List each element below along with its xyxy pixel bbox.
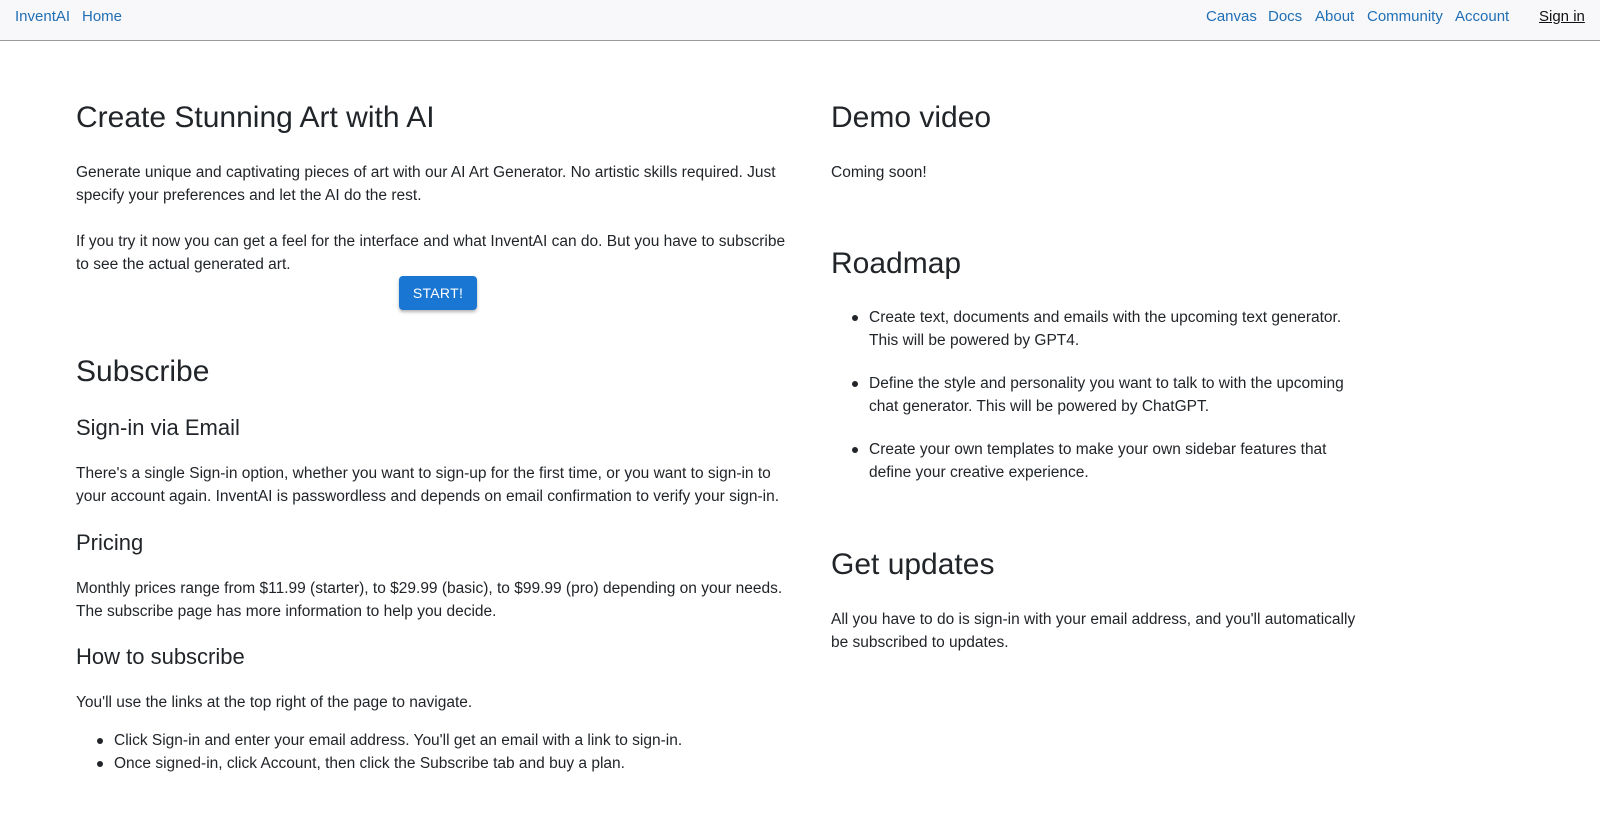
roadmap-item-3-line-2: define your creative experience.	[869, 464, 1089, 481]
get-updates-paragraph	[831, 608, 1355, 654]
hero-p1-line-2: specify your preferences and let the AI do the rest.	[76, 187, 422, 204]
pricing-paragraph	[76, 577, 782, 623]
roadmap-list	[831, 306, 1341, 352]
get-updates-title: Get updates	[831, 548, 995, 581]
roadmap-item-2-line-2: chat generator. This will be powered by ChatGPT.	[869, 398, 1210, 415]
hero-title: Create Stunning Art with AI	[76, 101, 435, 134]
list-item	[831, 438, 1327, 484]
nav-canvas-link[interactable]: Canvas	[1206, 8, 1257, 25]
roadmap-list-2	[831, 372, 1344, 418]
subscribe-title: Subscribe	[76, 355, 210, 388]
roadmap-item-3-line-1: Create your own templates to make your own sidebar features that	[869, 441, 1327, 458]
signin-p-line-2: your account again. InventAI is passwordless and depends on email confirmation to verify your sign-in.	[76, 488, 780, 505]
signin-p-line-1: There's a single Sign-in option, whether you want to sign-up for the first time, or you want to sign-in to	[76, 465, 771, 482]
roadmap-item-1-line-2: This will be powered by GPT4.	[869, 332, 1080, 349]
hero-p2-line-1: If you try it now you can get a feel for the interface and what InventAI can do. But you have to subscribe	[76, 233, 786, 250]
list-item	[831, 306, 1341, 352]
roadmap-title: Roadmap	[831, 247, 962, 280]
pricing-p-line-1: Monthly prices range from $11.99 (starter), to $29.99 (basic), to $99.99 (pro) depending on your needs.	[76, 580, 783, 597]
nav-account-link[interactable]: Account	[1455, 8, 1510, 25]
nav-community-link[interactable]: Community	[1367, 8, 1443, 25]
updates-p-line-1: All you have to do is sign-in with your email address, and you'll automatically	[831, 611, 1356, 628]
top-navbar	[0, 0, 1600, 41]
nav-about-link[interactable]: About	[1315, 8, 1355, 25]
updates-p-line-2: be subscribed to updates.	[831, 634, 1009, 651]
pricing-p-line-2: The subscribe page has more information to help you decide.	[76, 603, 497, 620]
demo-video-title: Demo video	[831, 101, 992, 134]
hero-p1-line-1: Generate unique and captivating pieces of art with our AI Art Generator. No artistic skills required. Just	[76, 164, 776, 181]
list-item: Once signed-in, click Account, then click the Subscribe tab and buy a plan.	[76, 752, 682, 775]
list-item	[831, 372, 1344, 418]
hero-p2-line-2: to see the actual generated art.	[76, 256, 291, 273]
pricing-heading: Pricing	[76, 530, 144, 555]
list-item: Click Sign-in and enter your email address. You'll get an email with a link to sign-in.	[76, 729, 682, 752]
signin-paragraph	[76, 462, 779, 508]
demo-video-text: Coming soon!	[831, 164, 927, 181]
sign-in-link[interactable]: Sign in	[1539, 8, 1585, 25]
how-to-subscribe-steps	[76, 729, 682, 775]
start-button[interactable]: START!	[399, 276, 477, 310]
brand-link[interactable]: InventAI	[15, 8, 71, 25]
signin-email-heading: Sign-in via Email	[76, 415, 240, 440]
how-to-subscribe-heading: How to subscribe	[76, 644, 245, 669]
hero-paragraph-1	[76, 161, 776, 207]
nav-docs-link[interactable]: Docs	[1268, 8, 1303, 25]
nav-home-link[interactable]: Home	[82, 8, 123, 25]
roadmap-item-1-line-1: Create text, documents and emails with the upcoming text generator.	[869, 309, 1342, 326]
roadmap-item-2-line-1: Define the style and personality you want to talk to with the upcoming	[869, 375, 1344, 392]
how-to-subscribe-paragraph: You'll use the links at the top right of the page to navigate.	[76, 694, 473, 711]
roadmap-list-3	[831, 438, 1327, 484]
hero-paragraph-2	[76, 230, 785, 276]
